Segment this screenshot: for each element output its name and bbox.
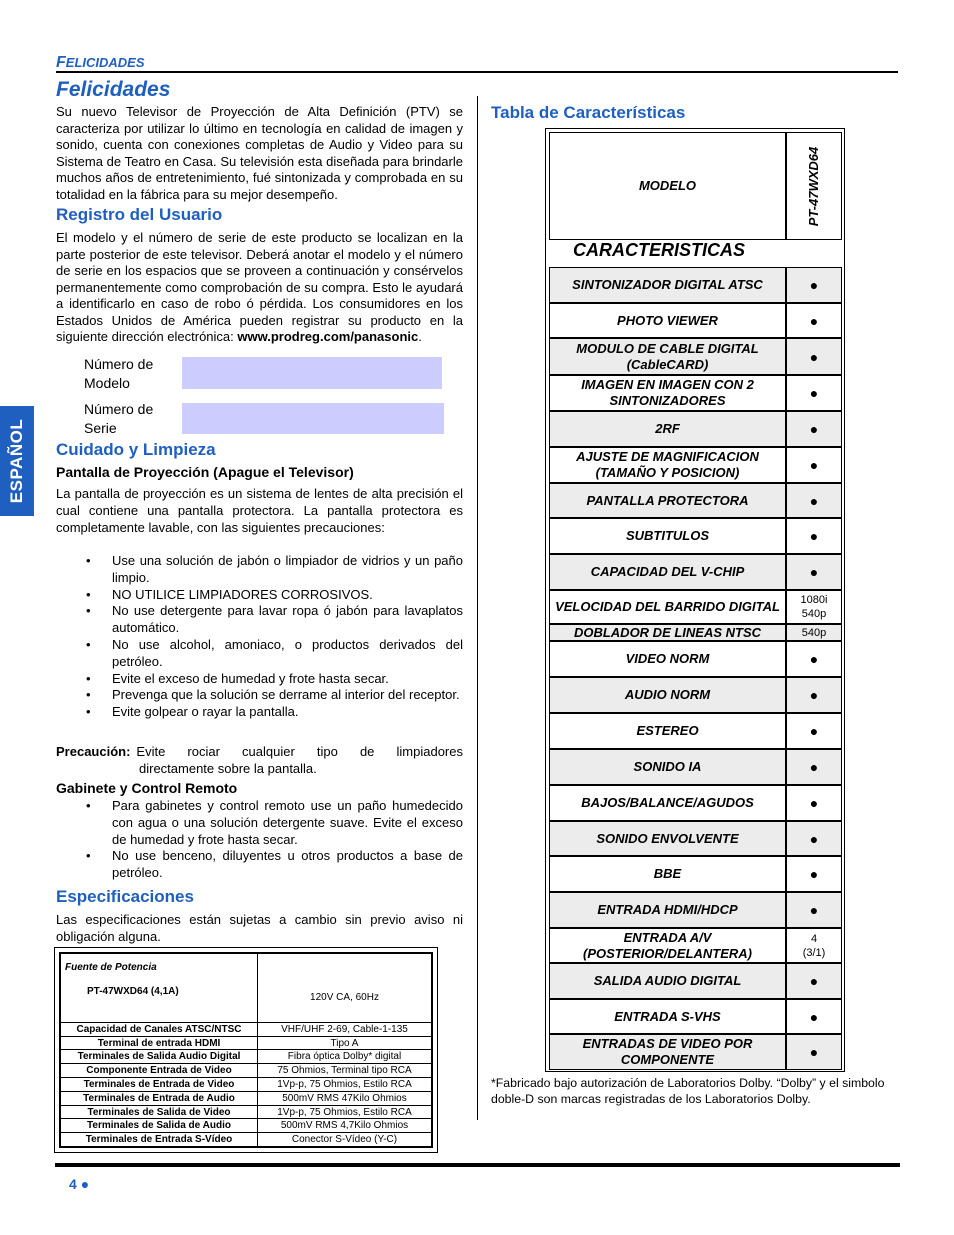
feature-value: 1080i 540p	[786, 590, 842, 624]
feature-label: SINTONIZADOR DIGITAL ATSC	[549, 267, 786, 303]
spec-value: Conector S-Vídeo (Y-C)	[258, 1133, 432, 1147]
table-row	[61, 1064, 432, 1078]
list-item: • No use detergente para lavar ropa ó jabón para lavaplatos automático.	[56, 603, 463, 637]
feature-label: DOBLADOR DE LINEAS NTSC	[549, 624, 786, 641]
feature-value: ●	[786, 821, 842, 856]
list-item: • Evite el exceso de humedad y frote hasta secar.	[56, 671, 463, 688]
feature-value: ●	[786, 677, 842, 713]
list-item: • Use una solución de jabón o limpiador de vidrios y un paño limpio.	[56, 553, 463, 587]
feature-label: SONIDO ENVOLVENTE	[549, 821, 786, 856]
feature-label: ESTEREO	[549, 713, 786, 749]
gabinete-list	[56, 798, 463, 882]
table-row	[61, 1050, 432, 1064]
spec-label: Terminales de Salida Audio Digital	[61, 1050, 258, 1064]
feature-value: ●	[786, 713, 842, 749]
feature-value: ●	[786, 1034, 842, 1070]
spec-table	[54, 947, 438, 1153]
table-row	[61, 1036, 432, 1050]
spec-label: Terminales de Salida de Audio	[61, 1119, 258, 1133]
precaucion-note: Precaución: Evite rociar cualquier tipo de limpiadores directamente sobre la pantalla.	[56, 744, 463, 776]
registro-heading: Registro del Usuario	[56, 205, 223, 224]
gabinete-heading: Gabinete y Control Remoto	[56, 780, 238, 796]
cuidado-heading: Cuidado y Limpieza	[56, 440, 216, 459]
feature-value: ●	[786, 375, 842, 411]
feature-value: ●	[786, 554, 842, 590]
dolby-footnote: *Fabricado bajo autorización de Laboratorios Dolby. “Dolby” y el simbolo doble-D son marcas registradas de los Laboratorios Dolby.	[491, 1076, 885, 1106]
list-item: • Evite golpear o rayar la pantalla.	[56, 704, 463, 721]
spec-label: Terminales de Entrada de Video	[61, 1078, 258, 1092]
especificaciones-paragraph: Las especificaciones están sujetas a cambio sin previo aviso ni obligación alguna.	[56, 912, 463, 944]
feature-value: ●	[786, 338, 842, 375]
feature-label: SONIDO IA	[549, 749, 786, 785]
feature-value: ●	[786, 411, 842, 447]
serie-label: Número de Serie	[84, 401, 154, 436]
features-heading: Tabla de Características	[491, 103, 686, 122]
feature-label: VELOCIDAD DEL BARRIDO DIGITAL	[549, 590, 786, 624]
feature-label: ENTRADA HDMI/HDCP	[549, 892, 786, 928]
feature-label: SUBTITULOS	[549, 518, 786, 554]
table-row	[61, 1119, 432, 1133]
serie-field[interactable]	[182, 403, 444, 434]
feature-label: 2RF	[549, 411, 786, 447]
feature-label: BAJOS/BALANCE/AGUDOS	[549, 785, 786, 821]
table-row	[61, 1133, 432, 1147]
spec-value: 500mV RMS 4,7Kilo Ohmios	[258, 1119, 432, 1133]
list-item: • No use alcohol, amoniaco, o productos derivados del petróleo.	[56, 637, 463, 671]
feature-label: ENTRADA A/V (POSTERIOR/DELANTERA)	[549, 928, 786, 963]
feature-label: IMAGEN EN IMAGEN CON 2 SINTONIZADORES	[549, 375, 786, 411]
footer-rule	[55, 1163, 900, 1167]
cleaning-list	[56, 553, 463, 721]
list-item: • Para gabinetes y control remoto use un paño humedecido con agua o una solución detergente suave. Evite el exceso de humedad y frote hasta secar.	[56, 798, 463, 848]
table-row	[61, 1022, 432, 1036]
spec-value: 500mV RMS 47Kilo Ohmios	[258, 1091, 432, 1105]
feature-value: ●	[786, 267, 842, 303]
feature-label: AJUSTE DE MAGNIFICACION (TAMAÑO Y POSICION)	[549, 447, 786, 483]
feature-value: ●	[786, 963, 842, 999]
table-row	[61, 1105, 432, 1119]
feature-value: ●	[786, 518, 842, 554]
feature-label: AUDIO NORM	[549, 677, 786, 713]
feature-value: ●	[786, 483, 842, 518]
feature-value: ●	[786, 999, 842, 1034]
feature-value: ●	[786, 641, 842, 677]
pantalla-paragraph: La pantalla de proyección es un sistema de lentes de alta precisión el cual contiene una pantalla protectora. La pantalla protectora es completamente lavable, con las siguientes precauciones:	[56, 486, 463, 535]
spec-head-value: 120V CA, 60Hz	[258, 954, 432, 1023]
modelo-header: MODELO	[549, 132, 786, 240]
spec-label: Terminales de Entrada de Audio	[61, 1091, 258, 1105]
language-tab: ESPAÑOL	[0, 406, 34, 516]
feature-value: 4 (3/1)	[786, 928, 842, 963]
pantalla-heading: Pantalla de Proyección (Apague el Televisor)	[56, 464, 354, 480]
feature-value: ●	[786, 892, 842, 928]
page-number: 4 ●	[69, 1176, 90, 1192]
bullet-icon: ●	[80, 1176, 90, 1192]
table-row	[61, 1078, 432, 1092]
feature-label: SALIDA AUDIO DIGITAL	[549, 963, 786, 999]
features-table	[545, 128, 845, 1072]
feature-value: 540p	[786, 624, 842, 641]
list-item: • NO UTILICE LIMPIADORES CORROSIVOS.	[56, 587, 463, 604]
model-number-cell: PT-47WXD64	[786, 132, 842, 240]
intro-paragraph: Su nuevo Televisor de Proyección de Alta Definición (PTV) se caracteriza por utilizar lo último en tecnología en calidad de imagen y sonido, cuenta con conexiones completas de Audio y Video para su Sistema de Teatro en Casa. Su televisión esta diseñada para brindarle muchos años de entretenimiento, fué sintonizada y comprobada en su totalidad en la fábrica para su mejor desempeño.	[56, 104, 463, 202]
modelo-field[interactable]	[182, 357, 442, 389]
spec-value: 1Vp-p, 75 Ohmios, Estilo RCA	[258, 1078, 432, 1092]
spec-label: Componente Entrada de Video	[61, 1064, 258, 1078]
feature-value: ●	[786, 749, 842, 785]
spec-label: Capacidad de Canales ATSC/NTSC	[61, 1022, 258, 1036]
feature-value: ●	[786, 856, 842, 892]
feature-label: PANTALLA PROTECTORA	[549, 483, 786, 518]
spec-value: 75 Ohmios, Terminal tipo RCA	[258, 1064, 432, 1078]
modelo-label: Número de Modelo	[84, 356, 154, 391]
feature-label: PHOTO VIEWER	[549, 303, 786, 338]
spec-head-cell: Fuente de Potencia PT-47WXD64 (4,1A)	[61, 954, 258, 1023]
caracteristicas-label: CARACTERISTICAS	[573, 240, 746, 260]
page-title: Felicidades	[56, 78, 171, 101]
table-row	[61, 1091, 432, 1105]
spec-label: Terminales de Entrada S-Vídeo	[61, 1133, 258, 1147]
header-rule	[56, 71, 898, 73]
feature-value: ●	[786, 303, 842, 338]
column-divider	[477, 96, 478, 1120]
list-item: • No use benceno, diluyentes u otros productos a base de petróleo.	[56, 848, 463, 882]
list-item: • Prevenga que la solución se derrame al interior del receptor.	[56, 687, 463, 704]
feature-label: ENTRADA S-VHS	[549, 999, 786, 1034]
spec-value: Tipo A	[258, 1036, 432, 1050]
spec-value: 1Vp-p, 75 Ohmios, Estilo RCA	[258, 1105, 432, 1119]
especificaciones-heading: Especificaciones	[56, 887, 194, 906]
feature-value: ●	[786, 447, 842, 483]
running-header: FELICIDADES	[56, 54, 145, 71]
feature-label: CAPACIDAD DEL V-CHIP	[549, 554, 786, 590]
registro-url[interactable]: www.prodreg.com/panasonic	[237, 329, 419, 344]
spec-value: VHF/UHF 2-69, Cable-1-135	[258, 1022, 432, 1036]
spec-label: Terminal de entrada HDMI	[61, 1036, 258, 1050]
feature-label: VIDEO NORM	[549, 641, 786, 677]
spec-value: Fibra óptica Dolby* digital	[258, 1050, 432, 1064]
feature-label: MODULO DE CABLE DIGITAL (CableCARD)	[549, 338, 786, 375]
feature-value: ●	[786, 785, 842, 821]
feature-label: BBE	[549, 856, 786, 892]
registro-paragraph: El modelo y el número de serie de este producto se localizan en la parte posterior de este televisor. Deberá anotar el modelo y el número de serie en los espacios que se proveen a continuación y consérvelos permanentemente como comprobación de su compra. Esto le ayudará a identificarlo en caso de robo ó pérdida. Los consumidores en los Estados Unidos de América pueden registrar su producto en la siguiente dirección electrónica: www.prodreg.com/panasonic.	[56, 230, 463, 344]
feature-label: ENTRADAS DE VIDEO POR COMPONENTE	[549, 1034, 786, 1070]
spec-label: Terminales de Salida de Video	[61, 1105, 258, 1119]
